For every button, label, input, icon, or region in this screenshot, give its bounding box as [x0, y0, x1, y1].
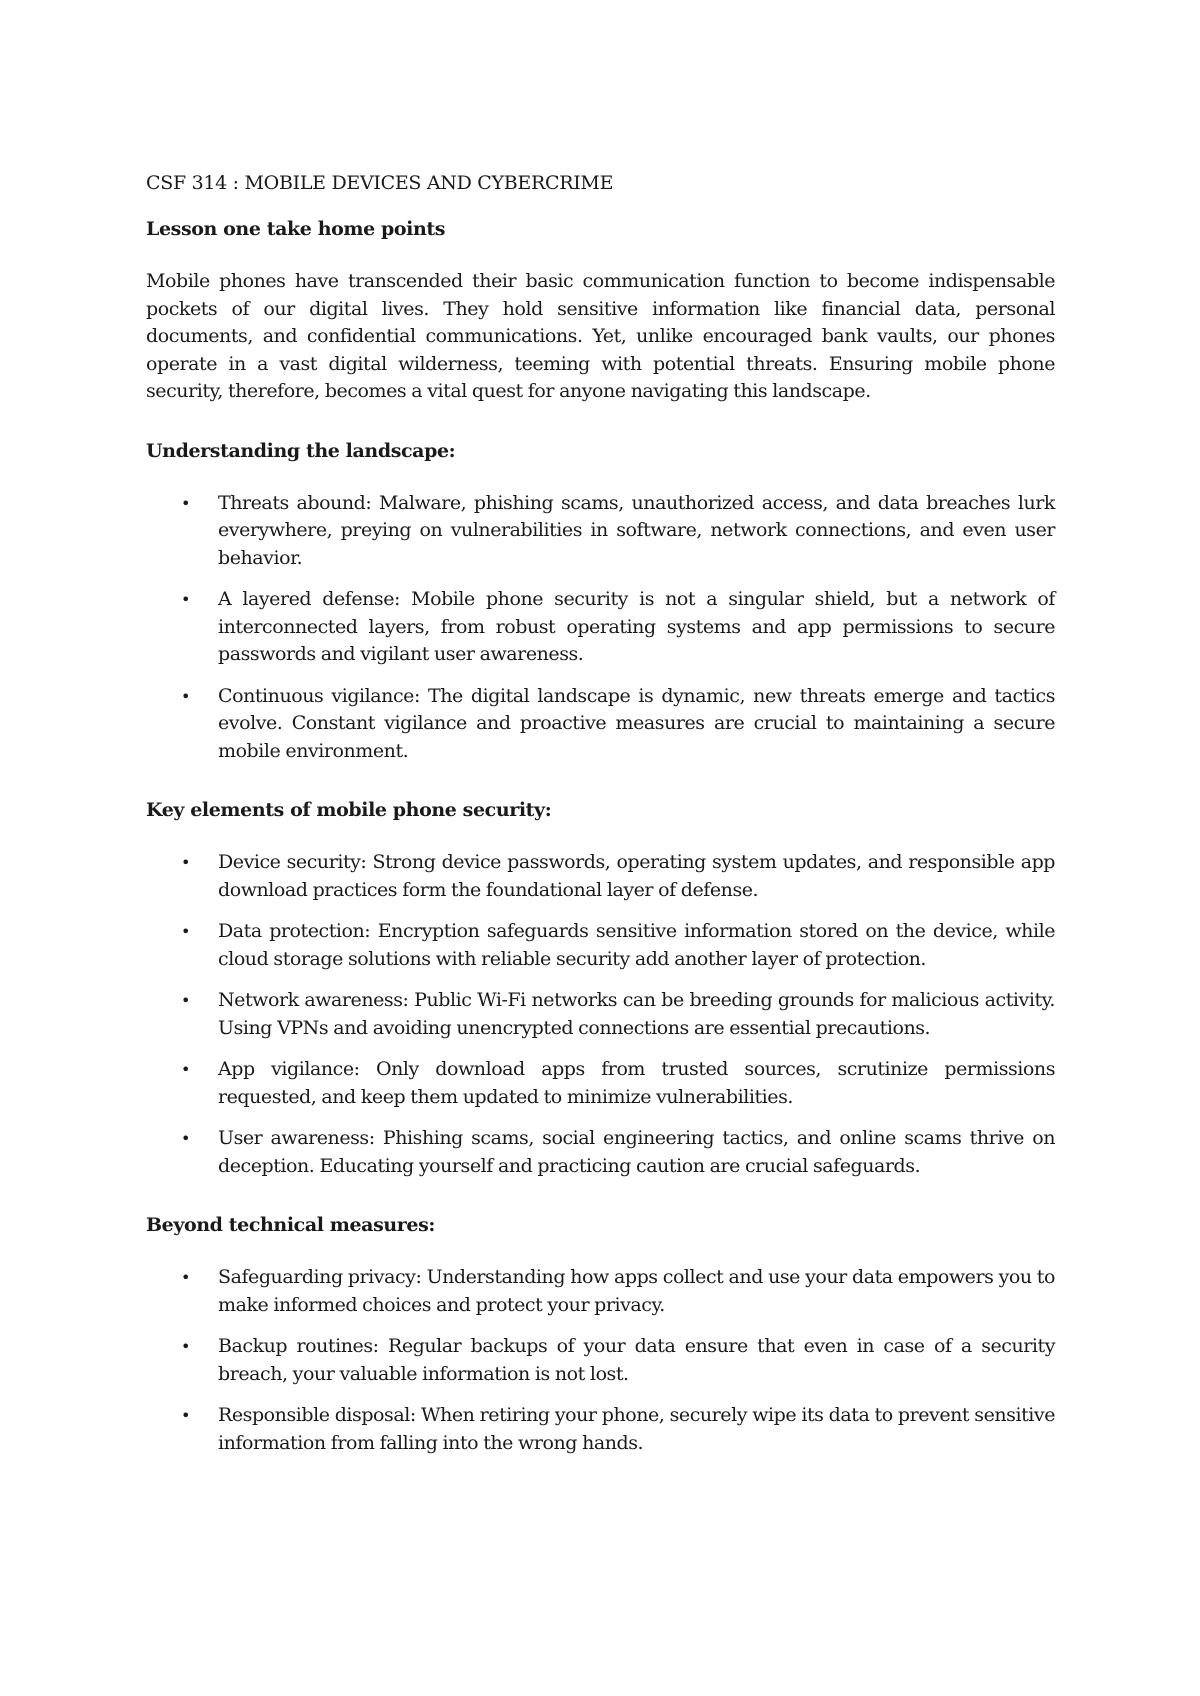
- bullet-icon: •: [181, 686, 190, 706]
- bullet-icon: •: [181, 1129, 190, 1148]
- section-heading-key-elements: Key elements of mobile phone security:: [146, 799, 552, 821]
- bullet-list-landscape: [146, 490, 1055, 766]
- list-item-text: Backup routines: Regular backups of your data ensure that even in case of a security breach, your valuable information is not lost.: [218, 1335, 1055, 1385]
- section-heading-landscape: Understanding the landscape:: [146, 439, 456, 462]
- list-item-text: A layered defense: Mobile phone security is not a singular shield, but a network of interconnected layers, from robust operating systems and app permissions to secure passwords and vigilant user awareness.: [218, 588, 1055, 665]
- document-title: CSF 314 : MOBILE DEVICES AND CYBERCRIME: [146, 172, 614, 194]
- list-item: [146, 918, 1055, 973]
- list-item: [146, 586, 1055, 669]
- intro-paragraph: Mobile phones have transcended their basic communication function to become indispensable pockets of our digital lives. They hold sensitive information like financial data, personal documents, and confidential communications. Yet, unlike encouraged bank vaults, our phones operate in a vast digital wilderness, teeming with potential threats. Ensuring mobile phone security, therefore, becomes a vital quest for anyone navigating this landscape.: [146, 270, 1055, 402]
- list-item-text: Threats abound: Malware, phishing scams, unauthorized access, and data breaches lurk everywhere, preying on vulnerabilities in software, network connections, and even user behavior.: [218, 491, 1055, 569]
- bullet-list-beyond-technical: [146, 1264, 1055, 1457]
- bullet-list-key-elements: [146, 849, 1055, 1180]
- bullet-icon: •: [181, 1268, 190, 1287]
- bullet-icon: •: [181, 991, 190, 1010]
- list-item-text: Data protection: Encryption safeguards sensitive information stored on the device, while cloud storage solutions with reliable security add another layer of protection.: [218, 920, 1055, 970]
- list-item-text: Continuous vigilance: The digital landscape is dynamic, new threats emerge and tactics evolve. Constant vigilance and proactive measures are crucial to maintaining a secure mobile environment.: [218, 684, 1055, 762]
- list-item: [146, 683, 1055, 766]
- list-item-text: App vigilance: Only download apps from trusted sources, scrutinize permissions requested, and keep them updated to minimize vulnerabilities.: [218, 1058, 1055, 1108]
- list-item: [146, 1056, 1055, 1111]
- section-heading-beyond-technical: Beyond technical measures:: [146, 1214, 435, 1236]
- list-item: [146, 987, 1055, 1042]
- list-item: [146, 849, 1055, 904]
- list-item-text: Safeguarding privacy: Understanding how apps collect and use your data empowers you to make informed choices and protect your privacy.: [218, 1266, 1055, 1316]
- list-item: [146, 1333, 1055, 1388]
- bullet-icon: •: [181, 493, 190, 513]
- bullet-icon: •: [181, 1406, 190, 1425]
- list-item: [146, 1125, 1055, 1180]
- document-page: [146, 170, 1055, 1471]
- list-item: [146, 490, 1055, 573]
- list-item: [146, 1402, 1055, 1457]
- bullet-icon: •: [181, 1060, 190, 1079]
- list-item: [146, 1264, 1055, 1319]
- list-item-text: User awareness: Phishing scams, social engineering tactics, and online scams thrive on deception. Educating yourself and practicing caution are crucial safeguards.: [218, 1127, 1055, 1177]
- bullet-icon: •: [181, 1337, 190, 1356]
- list-item-text: Network awareness: Public Wi-Fi networks can be breeding grounds for malicious activity. Using VPNs and avoiding unencrypted connections are essential precautions.: [218, 989, 1055, 1039]
- list-item-text: Device security: Strong device passwords, operating system updates, and responsible app download practices form the foundational layer of defense.: [218, 851, 1055, 901]
- bullet-icon: •: [181, 590, 190, 609]
- bullet-icon: •: [181, 922, 190, 941]
- lesson-heading: Lesson one take home points: [146, 218, 446, 240]
- bullet-icon: •: [181, 853, 190, 872]
- list-item-text: Responsible disposal: When retiring your phone, securely wipe its data to prevent sensitive information from falling into the wrong hands.: [218, 1404, 1055, 1454]
